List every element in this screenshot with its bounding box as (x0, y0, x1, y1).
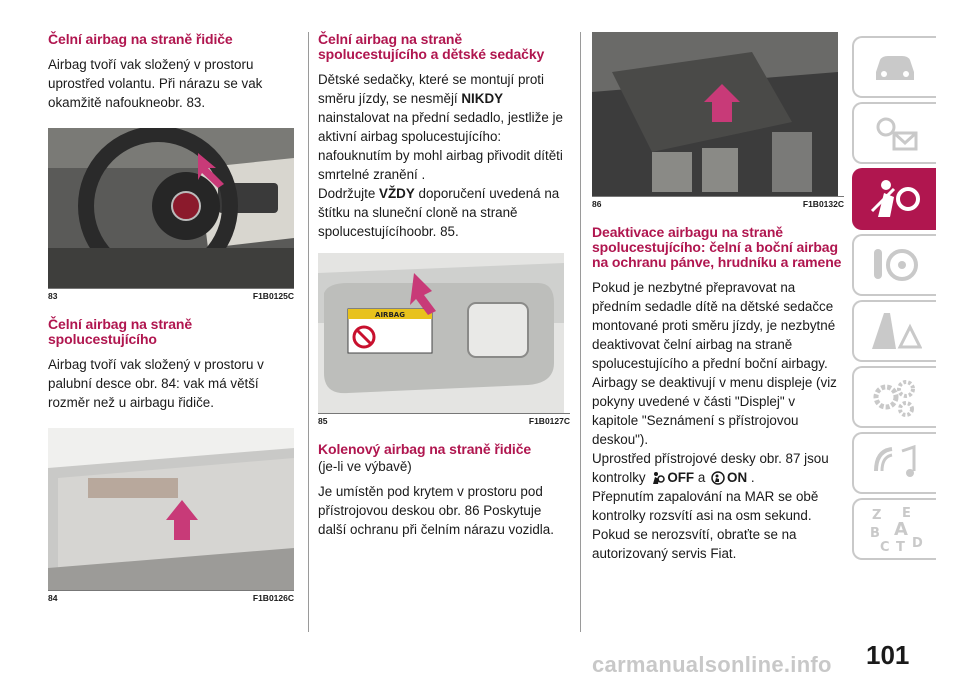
page-number: 101 (866, 640, 910, 670)
figure-86-code: F1B0132C (802, 199, 844, 209)
car-icon (870, 50, 920, 84)
figure-83-number: 83 (48, 291, 58, 301)
figure-84-number: 84 (48, 593, 58, 603)
figure-84-caption (48, 591, 294, 603)
road-warning-icon (868, 309, 922, 353)
emphasis-always: VŽDY (379, 186, 415, 201)
figure-83-caption (48, 289, 294, 301)
figure-85-number: 85 (318, 416, 328, 426)
alphabet-index-icon (866, 505, 924, 553)
emphasis-never: NIKDY (461, 91, 504, 106)
text-knee-airbag-optional: (je-li ve výbavě) (318, 459, 412, 474)
column-2 (318, 32, 570, 545)
figure-86 (592, 32, 844, 197)
chapter-tabs (852, 36, 936, 564)
heading-passenger-airbag: Čelní airbag na straně spolucestujícího (48, 316, 193, 347)
tab-safety[interactable] (852, 168, 936, 230)
tab-car[interactable] (852, 36, 936, 98)
key-steering-icon (868, 243, 922, 287)
figure-84 (48, 428, 294, 591)
figure-85 (318, 253, 570, 414)
text-deactivation-1: Pokud je nezbytné přepravovat na předním sedadle dítě na dětské sedačce montované proti směru jízdy, je nezbytné deaktivovat čelní airbag na straně spolucestujícího a přední boční airbagy. (592, 280, 836, 371)
tab-warning-lights[interactable] (852, 102, 936, 164)
figure-86-number: 86 (592, 199, 602, 209)
svg-text:E: E (902, 506, 911, 521)
svg-text:D: D (912, 536, 923, 551)
column-1 (48, 32, 294, 619)
dashboard-photo (48, 428, 294, 590)
text-child-seat: Dětské sedačky, které se montují proti směru jízdy, se nesmějí NIKDY nainstalovat na přední sedadlo, jestliže je aktivní airbag spolucestujícího: nafouknutím by mohl airbag přivodit dítěti smrtelné zranění . Dodržujte VŽDY doporučení uvedená na štítku na sluneční cloně na straně spolucestujícíhoobr. 85. (318, 72, 563, 239)
svg-text:B: B (870, 526, 880, 541)
music-phone-icon (868, 441, 922, 485)
tab-index[interactable] (852, 498, 936, 560)
label-off: OFF (667, 470, 695, 485)
warning-lights-icon (870, 113, 920, 153)
figure-84-code: F1B0126C (252, 593, 294, 603)
airbag-on-warning-icon (711, 471, 725, 485)
figure-85-caption (318, 414, 570, 426)
svg-text:Z: Z (872, 508, 882, 523)
airbag-off-warning-icon (651, 471, 665, 485)
airbag-safety-icon (868, 177, 922, 221)
column-divider-2 (580, 32, 581, 632)
heading-passenger-child-seat: Čelní airbag na straně spolucestujícího a dětské sedačky (318, 31, 545, 62)
tab-multimedia[interactable] (852, 432, 936, 494)
svg-text:T: T (896, 540, 905, 553)
airbag-label-text: AIRBAG (375, 311, 405, 319)
column-3 (592, 32, 844, 569)
text-deactivation-5: Pokud se nerozsvítí, obraťte se na autorizovaný servis Fiat. (592, 527, 797, 561)
tab-starting-driving[interactable] (852, 234, 936, 296)
tab-maintenance[interactable] (852, 366, 936, 428)
svg-text:C: C (880, 540, 890, 553)
gears-service-icon (868, 375, 922, 419)
label-on: ON (727, 470, 748, 485)
text-knee-airbag: Je umístěn pod krytem v prostoru pod přístrojovou deskou obr. 86 Poskytuje další ochranu při čelním nárazu vozidla. (318, 484, 554, 537)
sun-visor-photo (318, 253, 564, 413)
text-deactivation-2: Airbagy se deaktivují v menu displeje (viz pokyny uvedené v části "Displej" v kapitole "Seznámení s přístrojovou deskou"). (592, 375, 837, 447)
tab-emergency[interactable] (852, 300, 936, 362)
text-deactivation-4: Přepnutím zapalování na MAR se obě kontrolky rozsvítí asi na osm sekund. (592, 489, 819, 523)
figure-85-code: F1B0127C (528, 416, 570, 426)
figure-86-caption (592, 197, 844, 209)
column-divider-1 (308, 32, 309, 632)
text-driver-airbag: Airbag tvoří vak složený v prostoru uprostřed volantu. Při nárazu se vak okamžitě nafoukneobr. 83. (48, 57, 263, 110)
figure-83-code: F1B0125C (252, 291, 294, 301)
heading-knee-airbag: Kolenový airbag na straně řidiče (318, 441, 532, 457)
figure-83 (48, 128, 294, 289)
heading-driver-airbag: Čelní airbag na straně řidiče (48, 31, 233, 47)
steering-wheel-photo (48, 128, 294, 288)
text-passenger-airbag: Airbag tvoří vak složený v prostoru v palubní desce obr. 84: vak má větší rozměr než u airbagu řidiče. (48, 357, 264, 410)
knee-airbag-photo (592, 32, 838, 196)
text-deactivation-3: Uprostřed přístrojové desky obr. 87 jsou kontrolky OFF a ON . (592, 451, 829, 485)
svg-text:A: A (894, 519, 908, 540)
watermark: carmanualsonline.info (592, 652, 832, 677)
heading-deactivation: Deaktivace airbagu na straně spolucestujícího: čelní a boční airbag na ochranu pánve, hrudníku a ramene (592, 224, 842, 270)
